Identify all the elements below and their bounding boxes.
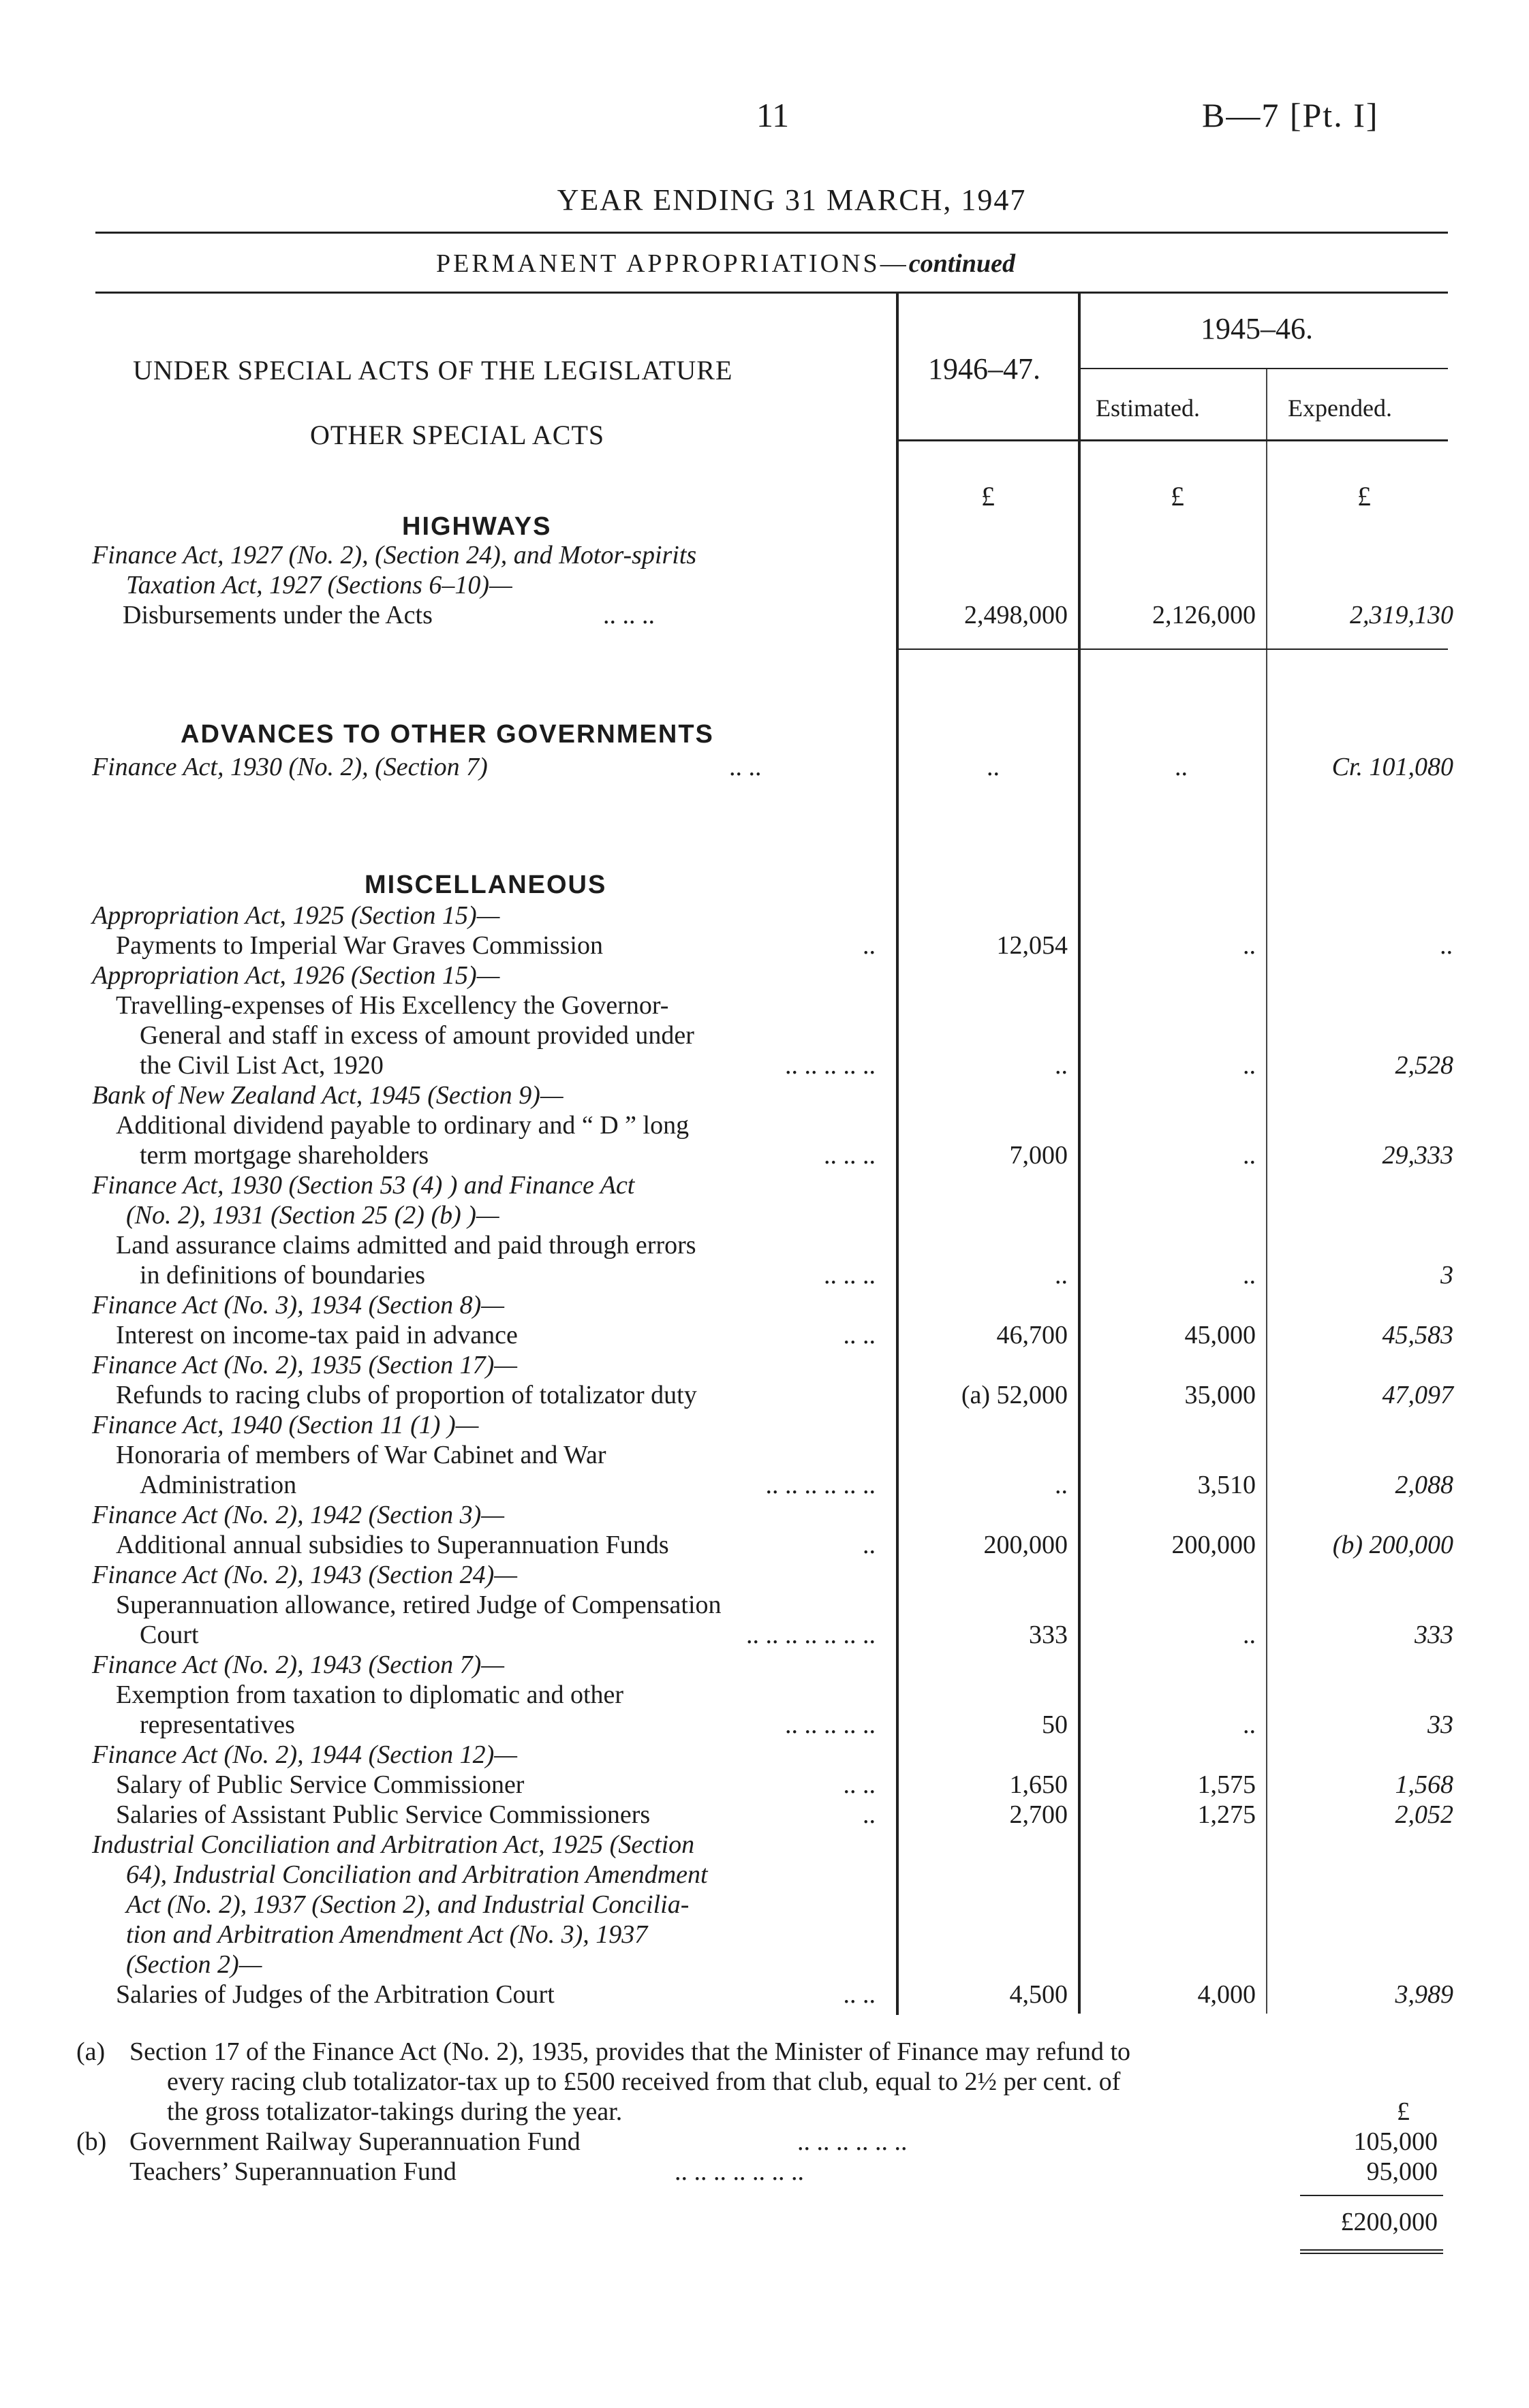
leader-dots: .. .. .. .. .. <box>785 1051 876 1080</box>
act-reference: Finance Act (No. 2), 1944 (Section 12)— <box>92 1740 518 1769</box>
item-description: Travelling-expenses of His Excellency the Governor- <box>116 991 669 1020</box>
value-estimated: 200,000 <box>1171 1531 1256 1559</box>
value-estimated: .. <box>1243 1261 1256 1289</box>
value-estimated: .. <box>1243 1141 1256 1170</box>
value-expended: 1,568 <box>1395 1770 1453 1799</box>
miscellaneous-heading: MISCELLANEOUS <box>365 871 607 899</box>
leader-dots: .. .. <box>843 1980 876 2009</box>
footnote-b-value-1: 105,000 <box>1353 2127 1438 2156</box>
group-rule <box>1078 368 1448 369</box>
footnote-a-line-3: the gross totalizator-takings during the year. <box>167 2097 623 2126</box>
currency-col3: £ <box>1357 481 1371 512</box>
footnote-currency: £ <box>1397 2097 1410 2126</box>
page-number: 11 <box>756 96 790 134</box>
table-top-rule <box>95 292 1448 294</box>
value-1946-47: 1,650 <box>1009 1770 1068 1799</box>
item-description: Additional annual subsidies to Superannuation Funds <box>116 1531 669 1559</box>
footnote-b-value-2: 95,000 <box>1366 2157 1438 2186</box>
leader-dots: .. <box>863 931 876 960</box>
advances-expended: Cr. 101,080 <box>1331 753 1453 781</box>
col-expended-header: Expended. <box>1288 394 1392 422</box>
highways-act-line-1: Finance Act, 1927 (No. 2), (Section 24), and Motor-spirits <box>92 541 697 569</box>
highways-expended: 2,319,130 <box>1350 601 1453 629</box>
footnote-b-item-1: Government Railway Superannuation Fund <box>129 2127 581 2156</box>
advances-1946-47: .. <box>987 753 1000 781</box>
value-1946-47: 7,000 <box>1009 1141 1068 1170</box>
value-expended: 2,528 <box>1395 1051 1453 1080</box>
leader-dots: .. <box>863 1800 876 1829</box>
value-expended: .. <box>1440 931 1453 960</box>
footnote-b-label: (b) <box>76 2127 107 2156</box>
item-description: Payments to Imperial War Graves Commission <box>116 931 603 960</box>
leader-dots: .. .. .. .. .. .. .. <box>746 1621 876 1649</box>
column-divider-1 <box>896 292 899 2014</box>
value-1946-47: .. <box>1055 1471 1068 1499</box>
leader-dots: .. <box>863 1531 876 1559</box>
value-estimated: 1,575 <box>1197 1770 1256 1799</box>
item-description: Court <box>140 1621 199 1649</box>
col-1945-46-header: 1945–46. <box>1201 312 1313 345</box>
footnote-b-item-2: Teachers’ Superannuation Fund <box>129 2157 457 2186</box>
footnote-b-dots-1: .. .. .. .. .. .. <box>797 2127 908 2156</box>
total-double-rule <box>1300 2249 1443 2254</box>
total-rule <box>1300 2195 1443 2196</box>
table-heading-left-1: UNDER SPECIAL ACTS OF THE LEGISLATURE <box>133 355 733 386</box>
advances-dots: .. .. <box>729 753 762 781</box>
act-reference: Act (No. 2), 1937 (Section 2), and Industrial Concilia- <box>126 1890 690 1919</box>
highways-dots: .. .. .. <box>603 601 655 629</box>
col-1946-47-header: 1946–47. <box>928 352 1040 386</box>
value-1946-47: 4,500 <box>1009 1980 1068 2009</box>
highways-estimated: 2,126,000 <box>1152 601 1256 629</box>
leader-dots: .. .. .. <box>824 1261 876 1289</box>
act-reference: Finance Act (No. 3), 1934 (Section 8)— <box>92 1291 505 1319</box>
column-divider-2 <box>1078 292 1081 2014</box>
item-description: Salaries of Assistant Public Service Commissioners <box>116 1800 651 1829</box>
leader-dots: .. .. .. .. .. <box>785 1710 876 1739</box>
section-title: PERMANENT APPROPRIATIONS—continued <box>436 249 1015 278</box>
value-1946-47: .. <box>1055 1051 1068 1080</box>
value-estimated: .. <box>1243 931 1256 960</box>
act-reference: Finance Act, 1940 (Section 11 (1) )— <box>92 1411 479 1439</box>
footnote-b-dots-2: .. .. .. .. .. .. .. <box>675 2157 804 2186</box>
advances-act: Finance Act, 1930 (No. 2), (Section 7) <box>92 753 488 781</box>
act-reference: (Section 2)— <box>126 1950 262 1979</box>
document-reference: B—7 [Pt. I] <box>1202 96 1379 134</box>
value-estimated: 35,000 <box>1184 1381 1256 1409</box>
act-reference: Finance Act (No. 2), 1943 (Section 7)— <box>92 1651 505 1679</box>
value-expended: 3,989 <box>1395 1980 1453 2009</box>
item-description: Land assurance claims admitted and paid through errors <box>116 1231 696 1260</box>
act-reference: Bank of New Zealand Act, 1945 (Section 9)— <box>92 1081 563 1110</box>
footnote-a-line-2: every racing club totalizator-tax up to £500 received from that club, equal to 2½ per cent. of <box>167 2067 1121 2096</box>
currency-col2: £ <box>1171 481 1184 512</box>
act-reference: 64), Industrial Conciliation and Arbitration Amendment <box>126 1860 708 1889</box>
item-description: Interest on income-tax paid in advance <box>116 1321 518 1349</box>
leader-dots: .. .. <box>843 1321 876 1349</box>
header-bottom-rule <box>896 439 1448 441</box>
value-expended: 2,088 <box>1395 1471 1453 1499</box>
value-expended: 2,052 <box>1395 1800 1453 1829</box>
act-reference: (No. 2), 1931 (Section 25 (2) (b) )— <box>126 1201 499 1230</box>
value-1946-47: 46,700 <box>996 1321 1068 1349</box>
table-heading-left-2: OTHER SPECIAL ACTS <box>310 420 605 450</box>
value-expended: (b) 200,000 <box>1332 1531 1453 1559</box>
value-estimated: 3,510 <box>1197 1471 1256 1499</box>
value-estimated: 4,000 <box>1197 1980 1256 2009</box>
act-reference: Finance Act (No. 2), 1942 (Section 3)— <box>92 1501 505 1529</box>
act-reference: Industrial Conciliation and Arbitration Act, 1925 (Section <box>92 1830 695 1859</box>
value-expended: 33 <box>1427 1710 1453 1739</box>
currency-col1: £ <box>981 481 995 512</box>
item-description: Exemption from taxation to diplomatic and other <box>116 1680 624 1709</box>
value-estimated: 1,275 <box>1197 1800 1256 1829</box>
value-expended: 29,333 <box>1382 1141 1453 1170</box>
value-estimated: 45,000 <box>1184 1321 1256 1349</box>
act-reference: Finance Act (No. 2), 1935 (Section 17)— <box>92 1351 518 1379</box>
leader-dots: .. .. .. .. .. .. <box>765 1471 876 1499</box>
item-description: Superannuation allowance, retired Judge of Compensation <box>116 1591 722 1619</box>
value-1946-47: (a) 52,000 <box>961 1381 1068 1409</box>
highways-item: Disbursements under the Acts <box>123 601 433 629</box>
advances-estimated: .. <box>1175 753 1188 781</box>
value-expended: 3 <box>1440 1261 1453 1289</box>
advances-heading: ADVANCES TO OTHER GOVERNMENTS <box>181 720 714 749</box>
highways-heading: HIGHWAYS <box>402 512 552 541</box>
year-title: YEAR ENDING 31 MARCH, 1947 <box>557 183 1027 217</box>
item-description: Salaries of Judges of the Arbitration Court <box>116 1980 555 2009</box>
footnote-a-line-1: Section 17 of the Finance Act (No. 2), 1935, provides that the Minister of Finance may refund to <box>129 2037 1131 2066</box>
item-description: term mortgage shareholders <box>140 1141 429 1170</box>
item-description: Additional dividend payable to ordinary and “ D ” long <box>116 1111 690 1140</box>
item-description: the Civil List Act, 1920 <box>140 1051 384 1080</box>
item-description: General and staff in excess of amount provided under <box>140 1021 694 1050</box>
act-reference: Appropriation Act, 1926 (Section 15)— <box>92 961 500 990</box>
footnote-a-label: (a) <box>76 2037 106 2066</box>
act-reference: tion and Arbitration Amendment Act (No. 3), 1937 <box>126 1920 648 1949</box>
item-description: in definitions of boundaries <box>140 1261 425 1289</box>
value-estimated: .. <box>1243 1621 1256 1649</box>
value-1946-47: 50 <box>1042 1710 1068 1739</box>
value-estimated: .. <box>1243 1710 1256 1739</box>
item-description: Administration <box>140 1471 297 1499</box>
highways-act-line-2: Taxation Act, 1927 (Sections 6–10)— <box>126 571 512 599</box>
value-expended: 333 <box>1415 1621 1453 1649</box>
footnote-total: £200,000 <box>1340 2208 1438 2236</box>
item-description: Honoraria of members of War Cabinet and War <box>116 1441 606 1469</box>
value-expended: 45,583 <box>1382 1321 1453 1349</box>
act-reference: Finance Act, 1930 (Section 53 (4) ) and Finance Act <box>92 1171 635 1200</box>
table-end-mark <box>896 2014 899 2015</box>
column-divider-3 <box>1266 368 1267 2014</box>
leader-dots: .. .. .. <box>824 1141 876 1170</box>
item-description: Salary of Public Service Commissioner <box>116 1770 525 1799</box>
item-description: Refunds to racing clubs of proportion of totalizator duty <box>116 1381 697 1409</box>
value-1946-47: 200,000 <box>983 1531 1068 1559</box>
value-1946-47: 2,700 <box>1009 1800 1068 1829</box>
value-1946-47: .. <box>1055 1261 1068 1289</box>
leader-dots: .. .. <box>843 1770 876 1799</box>
value-expended: 47,097 <box>1382 1381 1453 1409</box>
act-reference: Finance Act (No. 2), 1943 (Section 24)— <box>92 1561 518 1589</box>
header-rule <box>95 232 1448 234</box>
item-description: representatives <box>140 1710 295 1739</box>
col-estimated-header: Estimated. <box>1096 394 1200 422</box>
value-1946-47: 12,054 <box>996 931 1068 960</box>
act-reference: Appropriation Act, 1925 (Section 15)— <box>92 901 500 930</box>
highways-rule <box>896 648 1448 650</box>
value-1946-47: 333 <box>1029 1621 1068 1649</box>
value-estimated: .. <box>1243 1051 1256 1080</box>
highways-1946-47: 2,498,000 <box>964 601 1068 629</box>
